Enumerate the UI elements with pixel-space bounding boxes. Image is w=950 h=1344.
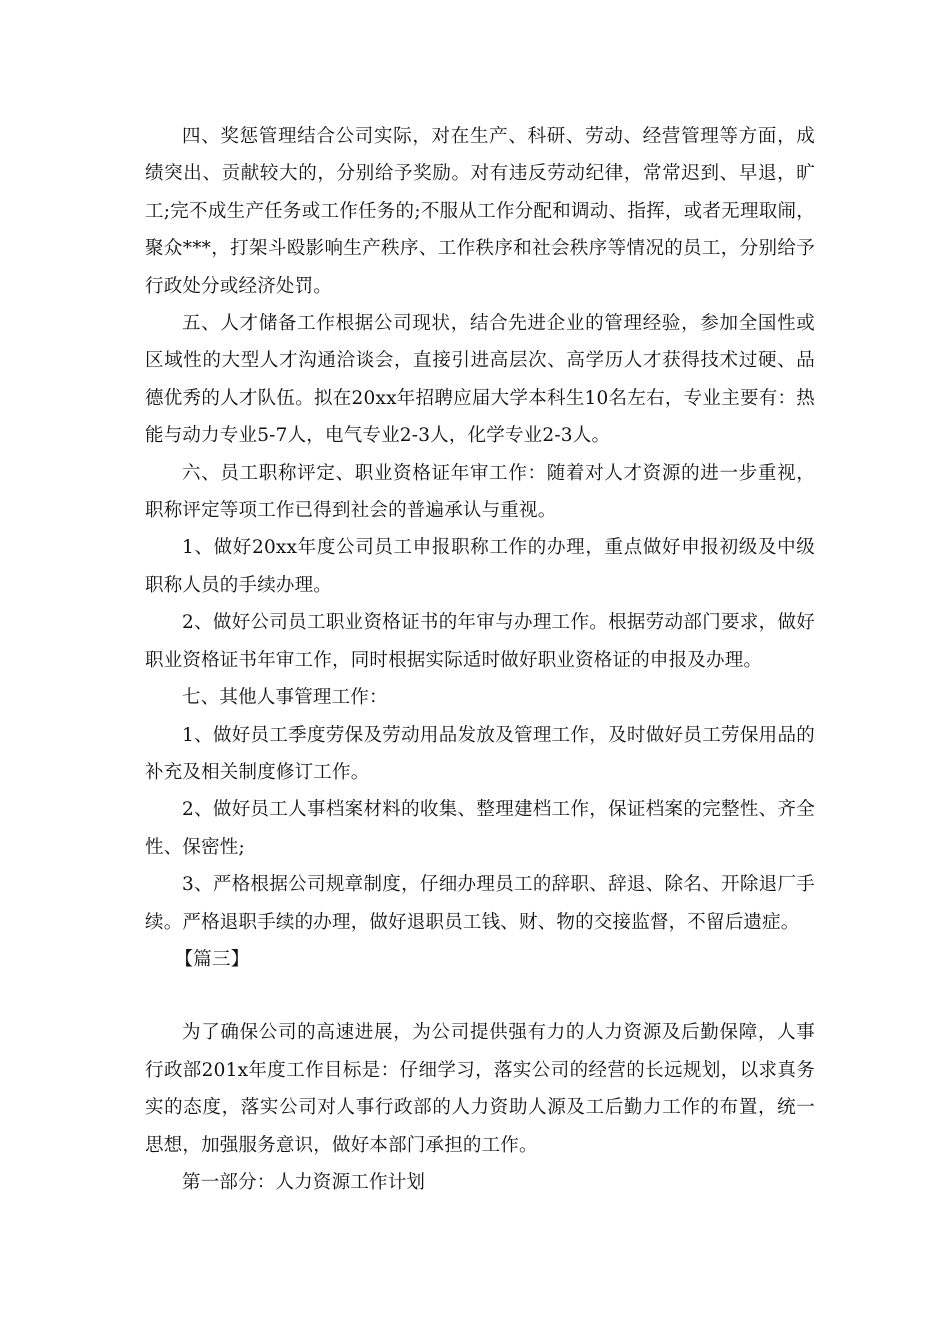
paragraph-title-application: 1、做好20xx年度公司员工申报职称工作的办理，重点做好申报初级及中级职称人员的手续办理。 <box>145 537 815 596</box>
paragraph-rewards-penalties: 四、奖惩管理结合公司实际，对在生产、科研、劳动、经营管理等方面，成绩突出、贡献较大的，分别给予奖励。对有违反劳动纪律，常常迟到、早退，旷工;完不成生产任务或工作任务的;不服从工作分配和调动、指挥，或者无理取闹，聚众***，打架斗殴影响生产秩序、工作秩序和社会秩序等情况的员工，分别给予行政处分或经济处罚。 <box>145 126 815 297</box>
paragraph-annual-goal: 为了确保公司的高速进展，为公司提供强有力的人力资源及后勤保障，人事行政部201x年度工作目标是：仔细学习，落实公司的经营的长远规划，以求真务实的态度，落实公司对人事行政部的人力资助人源及工后勤力工作的布置，统一思想，加强服务意识，做好本部门承担的工作。 <box>145 1022 815 1156</box>
paragraph-title-evaluation: 六、员工职称评定、职业资格证年审工作：随着对人才资源的进一步重视，职称评定等项工作已得到社会的普遍承认与重视。 <box>145 462 815 522</box>
document-body <box>145 118 815 1201</box>
section-heading: 【篇三】 <box>174 948 250 970</box>
paragraph-certificate-review: 2、做好公司员工职业资格证书的年审与办理工作。根据劳动部门要求，做好职业资格证书年审工作，同时根据实际适时做好职业资格证的申报及办理。 <box>145 612 815 671</box>
paragraph-labor-protection: 1、做好员工季度劳保及劳动用品发放及管理工作，及时做好员工劳保用品的补充及相关制度修订工作。 <box>145 724 815 783</box>
paragraph-other-hr-work: 七、其他人事管理工作： <box>182 687 388 709</box>
paragraph-part-one-title: 第一部分：人力资源工作计划 <box>182 1171 426 1193</box>
paragraph-personnel-archives: 2、做好员工人事档案材料的收集、整理建档工作，保证档案的完整性、齐全性、保密性; <box>145 799 815 858</box>
paragraph-talent-reserve: 五、人才储备工作根据公司现状，结合先进企业的管理经验，参加全国性或区域性的大型人才沟通洽谈会，直接引进高层次、高学历人才获得技术过硬、品德优秀的人才队伍。拟在20xx年招聘应届大学本科生10名左右，专业主要有：热能与动力专业5-7人，电气专业2-3人，化学专业2-3人。 <box>145 313 815 447</box>
section-spacer <box>145 978 815 1014</box>
paragraph-resignation-procedures: 3、严格根据公司规章制度，仔细办理员工的辞职、辞退、除名、开除退厂手续。严格退职手续的办理，做好退职员工钱、财、物的交接监督，不留后遗症。 <box>145 874 815 933</box>
